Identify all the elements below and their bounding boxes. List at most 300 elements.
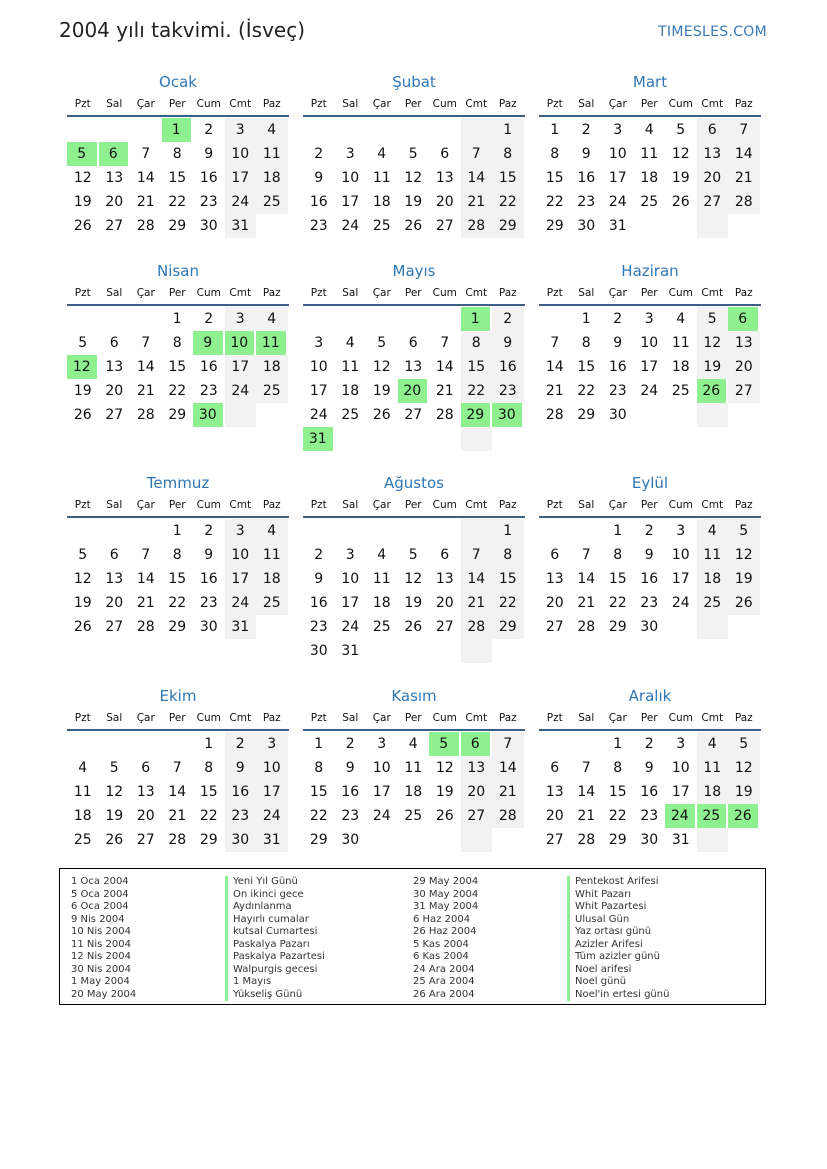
empty-cell xyxy=(67,519,99,543)
day-cell: 15 xyxy=(492,166,524,190)
month-block xyxy=(539,472,761,639)
weekday-label: Cum xyxy=(196,287,221,299)
day-cell: 11 xyxy=(697,756,729,780)
weekday-label: Pzt xyxy=(546,712,563,724)
day-cell: 2 xyxy=(345,736,355,752)
empty-cell xyxy=(366,118,398,142)
day-cell: 7 xyxy=(440,335,450,351)
weekday-label: Çar xyxy=(136,287,155,299)
empty-cell xyxy=(99,118,131,142)
holiday-name: Pentekost Arifesi xyxy=(567,876,669,889)
day-cell: 8 xyxy=(172,335,182,351)
day-cell: 13 xyxy=(435,571,454,587)
day-cell: 3 xyxy=(345,146,355,162)
day-cell: 23 xyxy=(199,194,218,210)
holiday-day-cell: 9 xyxy=(193,331,225,355)
day-cell: 1 xyxy=(172,311,182,327)
holiday-day-cell: 6 xyxy=(461,732,493,756)
day-cell: 9 xyxy=(314,571,324,587)
empty-cell xyxy=(429,519,461,543)
day-cell: 27 xyxy=(545,832,564,848)
holiday-date: 29 May 2004 xyxy=(413,876,479,887)
day-cell: 12 xyxy=(105,784,124,800)
day-cell: 27 xyxy=(105,407,124,423)
day-cell: 12 xyxy=(435,760,454,776)
weekday-header xyxy=(67,707,289,731)
day-cell: 3 xyxy=(613,122,623,138)
empty-cell xyxy=(99,519,131,543)
empty-cell xyxy=(461,118,493,142)
day-cell: 22 xyxy=(168,595,187,611)
holiday-date: 6 Kas 2004 xyxy=(413,951,469,962)
day-cell: 15 xyxy=(168,571,187,587)
day-cell: 16 xyxy=(309,595,328,611)
day-cell: 21 xyxy=(545,383,564,399)
day-cell: 8 xyxy=(550,146,560,162)
day-cell: 9 xyxy=(644,547,654,563)
day-cell: 2 xyxy=(644,736,654,752)
weekday-label: Pzt xyxy=(310,499,327,511)
day-cell: 23 xyxy=(199,595,218,611)
month-name: Nisan xyxy=(157,262,199,280)
day-cell: 10 xyxy=(225,142,257,166)
day-cell: 19 xyxy=(73,595,92,611)
day-cell: 22 xyxy=(309,808,328,824)
weekday-label: Cmt xyxy=(465,287,488,299)
day-cell: 1 xyxy=(204,736,214,752)
weekday-label: Per xyxy=(404,712,422,724)
weekday-label: Sal xyxy=(342,712,359,724)
holiday-day-cell: 5 xyxy=(429,732,461,756)
day-cell: 28 xyxy=(728,190,760,214)
day-cell: 15 xyxy=(199,784,218,800)
day-cell: 26 xyxy=(671,194,690,210)
empty-cell xyxy=(303,307,335,331)
day-cell: 28 xyxy=(435,407,454,423)
day-cell: 13 xyxy=(728,331,760,355)
day-cell: 31 xyxy=(608,218,627,234)
day-cell: 12 xyxy=(728,543,760,567)
day-cell: 30 xyxy=(608,407,627,423)
day-cell: 10 xyxy=(341,571,360,587)
day-cell: 15 xyxy=(461,355,493,379)
day-cell: 8 xyxy=(613,547,623,563)
weekday-label: Paz xyxy=(498,287,517,299)
day-cell: 19 xyxy=(404,194,423,210)
weekday-label: Paz xyxy=(734,287,753,299)
day-cell: 21 xyxy=(136,383,155,399)
day-cell: 25 xyxy=(697,591,729,615)
day-cell: 12 xyxy=(671,146,690,162)
day-cell: 26 xyxy=(404,218,423,234)
day-cell: 17 xyxy=(640,359,659,375)
weekday-header xyxy=(303,707,525,731)
day-cell: 24 xyxy=(341,619,360,635)
day-cell: 25 xyxy=(256,190,288,214)
day-cell: 26 xyxy=(73,619,92,635)
day-cell: 4 xyxy=(256,519,288,543)
day-cell: 11 xyxy=(73,784,92,800)
day-cell: 12 xyxy=(404,170,423,186)
weekday-label: Çar xyxy=(608,287,627,299)
day-cell: 18 xyxy=(372,595,391,611)
month-block xyxy=(539,685,761,852)
day-cell: 6 xyxy=(697,118,729,142)
day-cell: 18 xyxy=(256,166,288,190)
holiday-date: 12 Nis 2004 xyxy=(71,951,131,962)
holiday-day-cell: 29 xyxy=(461,403,493,427)
day-cell: 29 xyxy=(608,619,627,635)
weekday-label: Çar xyxy=(372,98,391,110)
day-cell: 9 xyxy=(613,335,623,351)
day-cell: 24 xyxy=(372,808,391,824)
weekday-label: Cmt xyxy=(229,712,252,724)
day-cell: 31 xyxy=(225,214,257,238)
holiday-date: 26 Haz 2004 xyxy=(413,926,477,937)
day-cell: 18 xyxy=(671,359,690,375)
day-cell: 12 xyxy=(404,571,423,587)
day-cell: 29 xyxy=(168,218,187,234)
day-cell: 4 xyxy=(676,311,686,327)
day-cell: 3 xyxy=(377,736,387,752)
empty-cell xyxy=(665,214,697,238)
day-cell: 9 xyxy=(204,547,214,563)
holiday-day-cell: 26 xyxy=(697,379,729,403)
empty-cell xyxy=(728,214,760,238)
day-cell: 8 xyxy=(461,331,493,355)
day-cell: 7 xyxy=(172,760,182,776)
month-block xyxy=(303,71,525,238)
weekday-header xyxy=(539,93,761,117)
weekday-header xyxy=(303,282,525,306)
weekday-label: Cmt xyxy=(229,98,252,110)
empty-cell xyxy=(335,427,367,451)
day-cell: 14 xyxy=(136,359,155,375)
weekday-label: Cum xyxy=(668,287,693,299)
day-cell: 17 xyxy=(225,567,257,591)
weekday-label: Per xyxy=(168,98,186,110)
day-cell: 7 xyxy=(141,146,151,162)
day-cell: 11 xyxy=(341,359,360,375)
day-cell: 30 xyxy=(225,828,257,852)
day-cell: 8 xyxy=(581,335,591,351)
day-cell: 21 xyxy=(136,595,155,611)
day-cell: 2 xyxy=(644,523,654,539)
holiday-dates-col-1 xyxy=(71,876,136,1001)
weekday-label: Pzt xyxy=(310,98,327,110)
day-cell: 27 xyxy=(105,619,124,635)
day-cell: 2 xyxy=(225,732,257,756)
day-cell: 2 xyxy=(204,122,214,138)
day-cell: 25 xyxy=(341,407,360,423)
holiday-day-cell: 26 xyxy=(728,804,760,828)
day-cell: 10 xyxy=(225,543,257,567)
empty-cell xyxy=(461,639,493,663)
day-cell: 27 xyxy=(461,804,493,828)
holiday-names-col-2 xyxy=(567,876,669,1001)
day-cell: 2 xyxy=(314,547,324,563)
holiday-date: 5 Kas 2004 xyxy=(413,938,469,950)
empty-cell xyxy=(366,519,398,543)
month-block xyxy=(67,685,289,852)
weekday-label: Çar xyxy=(372,499,391,511)
day-cell: 11 xyxy=(372,571,391,587)
day-cell: 25 xyxy=(372,619,391,635)
empty-cell xyxy=(429,639,461,663)
empty-cell xyxy=(162,732,194,756)
day-cell: 5 xyxy=(377,335,387,351)
month-name: Temmuz xyxy=(146,474,210,492)
day-cell: 26 xyxy=(435,808,454,824)
day-cell: 13 xyxy=(697,142,729,166)
weekday-label: Paz xyxy=(262,712,281,724)
day-cell: 2 xyxy=(204,311,214,327)
day-cell: 16 xyxy=(199,170,218,186)
day-cell: 27 xyxy=(404,407,423,423)
day-cell: 18 xyxy=(372,194,391,210)
day-cell: 29 xyxy=(608,832,627,848)
weekday-label: Per xyxy=(168,712,186,724)
empty-cell xyxy=(539,732,571,756)
day-grid xyxy=(539,731,761,852)
day-cell: 23 xyxy=(199,383,218,399)
day-cell: 24 xyxy=(608,194,627,210)
day-cell: 5 xyxy=(728,519,760,543)
day-cell: 22 xyxy=(199,808,218,824)
weekday-label: Per xyxy=(404,499,422,511)
month-block xyxy=(303,472,525,663)
day-cell: 18 xyxy=(640,170,659,186)
day-cell: 26 xyxy=(728,591,760,615)
holiday-list xyxy=(59,868,766,1005)
day-cell: 16 xyxy=(199,359,218,375)
day-cell: 20 xyxy=(435,595,454,611)
day-cell: 29 xyxy=(309,832,328,848)
weekday-label: Paz xyxy=(734,499,753,511)
empty-cell xyxy=(665,615,697,639)
day-cell: 9 xyxy=(345,760,355,776)
weekday-label: Sal xyxy=(578,712,595,724)
holiday-day-cell: 30 xyxy=(492,403,524,427)
day-cell: 22 xyxy=(545,194,564,210)
day-cell: 8 xyxy=(314,760,324,776)
day-cell: 14 xyxy=(577,571,596,587)
day-cell: 20 xyxy=(728,355,760,379)
weekday-label: Sal xyxy=(578,287,595,299)
holiday-day-cell: 30 xyxy=(193,403,225,427)
holiday-date: 11 Nis 2004 xyxy=(71,938,131,950)
empty-cell xyxy=(429,118,461,142)
day-cell: 1 xyxy=(550,122,560,138)
day-cell: 17 xyxy=(309,383,328,399)
day-cell: 19 xyxy=(404,595,423,611)
day-cell: 24 xyxy=(225,591,257,615)
day-cell: 3 xyxy=(644,311,654,327)
day-cell: 25 xyxy=(73,832,92,848)
day-cell: 15 xyxy=(492,567,524,591)
day-cell: 6 xyxy=(440,146,450,162)
holiday-date: 31 May 2004 xyxy=(413,901,479,912)
weekday-label: Cum xyxy=(668,98,693,110)
holiday-name: Noel'in ertesi günü xyxy=(567,989,669,1002)
day-cell: 20 xyxy=(545,808,564,824)
day-cell: 17 xyxy=(256,780,288,804)
day-cell: 24 xyxy=(225,190,257,214)
empty-cell xyxy=(461,828,493,852)
holiday-date: 9 Nis 2004 xyxy=(71,913,125,925)
day-grid xyxy=(303,518,525,663)
day-cell: 25 xyxy=(404,808,423,824)
day-cell: 12 xyxy=(372,359,391,375)
day-cell: 27 xyxy=(105,218,124,234)
day-cell: 16 xyxy=(640,571,659,587)
empty-cell xyxy=(366,639,398,663)
empty-cell xyxy=(99,732,131,756)
weekday-label: Pzt xyxy=(546,287,563,299)
day-cell: 11 xyxy=(640,146,659,162)
day-cell: 16 xyxy=(309,194,328,210)
day-cell: 30 xyxy=(640,832,659,848)
day-cell: 24 xyxy=(640,383,659,399)
holiday-day-cell: 1 xyxy=(162,118,194,142)
weekday-label: Çar xyxy=(372,712,391,724)
day-cell: 28 xyxy=(136,218,155,234)
day-cell: 16 xyxy=(492,355,524,379)
day-cell: 7 xyxy=(141,547,151,563)
weekday-label: Paz xyxy=(498,98,517,110)
holiday-day-cell: 31 xyxy=(303,427,335,451)
empty-cell xyxy=(697,828,729,852)
day-cell: 10 xyxy=(608,146,627,162)
day-cell: 30 xyxy=(199,218,218,234)
day-cell: 23 xyxy=(309,619,328,635)
weekday-label: Cmt xyxy=(229,287,252,299)
day-cell: 14 xyxy=(136,170,155,186)
weekday-label: Sal xyxy=(106,712,123,724)
day-cell: 5 xyxy=(78,547,88,563)
day-cell: 27 xyxy=(697,190,729,214)
holiday-day-cell: 6 xyxy=(99,142,131,166)
day-grid xyxy=(539,117,761,238)
day-cell: 19 xyxy=(73,383,92,399)
day-cell: 2 xyxy=(581,122,591,138)
day-cell: 1 xyxy=(581,311,591,327)
day-cell: 13 xyxy=(461,756,493,780)
day-cell: 11 xyxy=(372,170,391,186)
day-cell: 14 xyxy=(136,571,155,587)
day-cell: 27 xyxy=(728,379,760,403)
day-cell: 3 xyxy=(676,523,686,539)
day-cell: 9 xyxy=(204,146,214,162)
day-cell: 10 xyxy=(372,760,391,776)
holiday-name: Yükseliş Günü xyxy=(225,989,325,1002)
weekday-header xyxy=(67,282,289,306)
day-cell: 18 xyxy=(404,784,423,800)
day-cell: 14 xyxy=(492,756,524,780)
day-cell: 24 xyxy=(341,218,360,234)
empty-cell xyxy=(130,519,162,543)
day-cell: 21 xyxy=(461,591,493,615)
holiday-date: 30 Nis 2004 xyxy=(71,963,131,975)
day-cell: 5 xyxy=(78,335,88,351)
weekday-label: Paz xyxy=(262,499,281,511)
weekday-label: Paz xyxy=(498,712,517,724)
day-cell: 15 xyxy=(309,784,328,800)
day-grid xyxy=(67,731,289,852)
day-cell: 28 xyxy=(545,407,564,423)
weekday-label: Pzt xyxy=(74,287,91,299)
empty-cell xyxy=(335,118,367,142)
weekday-label: Cum xyxy=(432,499,457,511)
day-cell: 20 xyxy=(136,808,155,824)
weekday-label: Cum xyxy=(196,712,221,724)
day-cell: 20 xyxy=(545,595,564,611)
day-cell: 7 xyxy=(461,543,493,567)
day-cell: 19 xyxy=(73,194,92,210)
day-cell: 10 xyxy=(671,547,690,563)
weekday-label: Çar xyxy=(136,98,155,110)
day-cell: 23 xyxy=(640,595,659,611)
day-cell: 5 xyxy=(676,122,686,138)
day-cell: 3 xyxy=(345,547,355,563)
day-cell: 30 xyxy=(199,619,218,635)
holiday-day-cell: 5 xyxy=(67,142,99,166)
day-cell: 4 xyxy=(377,547,387,563)
weekday-label: Cum xyxy=(432,98,457,110)
day-cell: 10 xyxy=(341,170,360,186)
day-cell: 20 xyxy=(105,595,124,611)
month-block xyxy=(539,260,761,427)
day-cell: 27 xyxy=(435,619,454,635)
month-name: Haziran xyxy=(621,262,679,280)
site-logo[interactable]: TIMESLES.COM xyxy=(658,24,767,40)
day-cell: 14 xyxy=(545,359,564,375)
weekday-label: Pzt xyxy=(74,712,91,724)
day-cell: 30 xyxy=(309,643,328,659)
day-cell: 4 xyxy=(377,146,387,162)
holiday-name: Noel günü xyxy=(567,976,669,989)
weekday-label: Çar xyxy=(608,712,627,724)
day-cell: 3 xyxy=(256,732,288,756)
day-cell: 1 xyxy=(314,736,324,752)
empty-cell xyxy=(130,307,162,331)
day-cell: 19 xyxy=(372,383,391,399)
holiday-day-cell: 1 xyxy=(461,307,493,331)
day-cell: 21 xyxy=(136,194,155,210)
empty-cell xyxy=(335,307,367,331)
day-cell: 24 xyxy=(225,379,257,403)
weekday-header xyxy=(303,494,525,518)
day-cell: 30 xyxy=(577,218,596,234)
empty-cell xyxy=(461,519,493,543)
day-cell: 20 xyxy=(461,780,493,804)
empty-cell xyxy=(67,732,99,756)
weekday-label: Çar xyxy=(608,98,627,110)
weekday-label: Paz xyxy=(734,98,753,110)
day-cell: 15 xyxy=(577,359,596,375)
day-cell: 28 xyxy=(577,619,596,635)
holiday-names-col-1 xyxy=(225,876,325,1001)
empty-cell xyxy=(225,403,257,427)
month-name: Ağustos xyxy=(384,474,444,492)
weekday-label: Cum xyxy=(432,712,457,724)
empty-cell xyxy=(366,828,398,852)
day-cell: 3 xyxy=(225,118,257,142)
day-cell: 26 xyxy=(372,407,391,423)
day-cell: 22 xyxy=(168,383,187,399)
holiday-day-cell: 11 xyxy=(256,331,288,355)
month-name: Eylül xyxy=(631,474,669,492)
